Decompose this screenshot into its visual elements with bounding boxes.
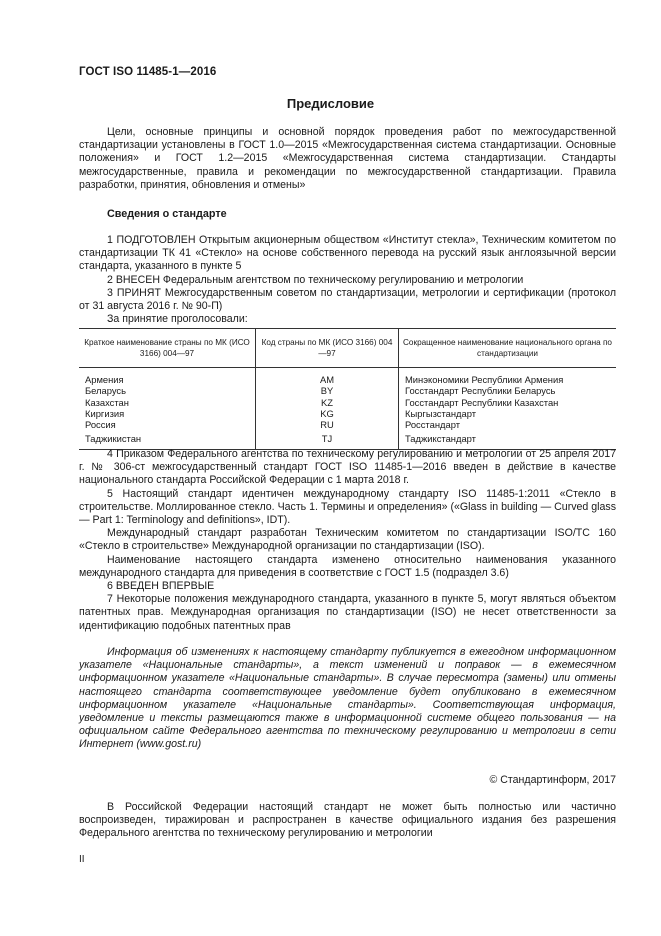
page-title: Предисловие <box>286 96 375 111</box>
table-row <box>79 368 616 387</box>
info-item-7: 7 Некоторые положения международного стандарта, указанного в пункте 5, могут являться объектом патентных прав. Международная организация по стандартизации (ISO) не несет ответственности за идентификацию подобных патентных прав <box>79 593 616 632</box>
code-cell: AM <box>256 368 399 387</box>
title-change-note: Наименование настоящего стандарта изменено относительно наименования указанного международного стандарта для приведения в соответствие с ГОСТ 1.5 (подраздел 3.6) <box>79 553 616 579</box>
table-row <box>79 431 616 449</box>
table-row <box>79 398 616 409</box>
body-cell: Кыргызстандарт <box>405 407 477 419</box>
body-cell: Росстандарт <box>405 419 460 431</box>
info-section <box>79 234 616 326</box>
table-header-row <box>79 329 616 368</box>
table-header-body: Сокращенное наименование национального органа по стандартизации <box>399 329 617 368</box>
members-table <box>79 328 616 450</box>
table-row <box>79 420 616 431</box>
info-item-5: 5 Настоящий стандарт идентичен международному стандарту ISO 11485-1:2011 «Стекло в строительстве. Моллированное стекло. Часть 1. Термины и определения» («Glass in building — Curved glass — Part 1: Terminology and definitions», IDT). <box>79 487 616 527</box>
country-cell: Киргизия <box>79 409 256 420</box>
body-cell: Минэкономики Республики Армения <box>405 374 564 385</box>
info-item-6: 6 ВВЕДЕН ВПЕРВЫЕ <box>107 580 215 593</box>
table-header-country: Краткое наименование страны по МК (ИСО 3166) 004—97 <box>79 329 256 368</box>
info-item-4: 4 Приказом Федерального агентства по техническому регулированию и метрологии от 25 апреля 2017 г. № 306-ст межгосударственный стандарт ГОСТ ISO 11485-1—2016 введен в действие в качестве национального стандарта Российской Федерации с 1 марта 2018 г. <box>79 448 616 487</box>
code-cell: BY <box>256 386 399 397</box>
code-cell: KG <box>256 409 399 420</box>
intro-section <box>79 126 616 192</box>
info-item-1: 1 ПОДГОТОВЛЕН Открытым акционерным обществом «Институт стекла», Техническим комитетом по стандартизации ТК 41 «Стекло» на основе собственного перевода на русский язык англоязычной версии стандарта, указанного в пункте 5 <box>79 234 616 273</box>
reproduction-note-text: В Российской Федерации настоящий стандарт не может быть полностью или частично воспроизведен, тиражирован и распространен в качестве официального издания без разрешения Федерального агентства по техническому регулированию и метрологии <box>79 801 616 840</box>
country-cell: Россия <box>79 420 256 431</box>
changes-notice <box>79 646 616 752</box>
code-cell: RU <box>256 420 399 431</box>
country-cell: Таджикистан <box>79 431 256 449</box>
body-cell: Таджикстандарт <box>399 431 617 449</box>
table-row <box>79 386 616 397</box>
body-cell: Госстандарт Республики Казахстан <box>405 396 559 408</box>
page-number: II <box>79 854 85 865</box>
standard-code: ГОСТ ISO 11485-1—2016 <box>79 66 217 78</box>
info-item-2: 2 ВНЕСЕН Федеральным агентством по техническому регулированию и метрологии <box>107 273 524 286</box>
country-cell: Казахстан <box>79 398 256 409</box>
changes-notice-text: Информация об изменениях к настоящему стандарту публикуется в ежегодном информационном указателе «Национальные стандарты», а текст изменений и поправок — в ежемесячном информационном указателе «Национальные стандарты». В случае пересмотра (замены) или отмены настоящего стандарта соответствующее уведомление будет опубликовано в ежемесячном информационном указателе «Национальные стандарты». Соответствующая информация, уведомление и тексты размещаются также в информационной системе общего пользования — на официальном сайте Федерального агентства по техническому регулированию и метрологии в сети Интернет (www.gost.ru) <box>79 646 616 751</box>
code-cell: TJ <box>256 431 399 449</box>
copyright: © Стандартинформ, 2017 <box>489 774 616 786</box>
info-item-3: 3 ПРИНЯТ Межгосударственным советом по стандартизации, метрологии и сертификации (протокол от 31 августа 2016 г. № 90-П) <box>79 286 616 313</box>
country-cell: Беларусь <box>79 386 256 397</box>
post-table-section <box>79 448 616 633</box>
table-row <box>79 409 616 420</box>
body-cell: Госстандарт Республики Беларусь <box>405 385 556 397</box>
international-developer-note: Международный стандарт разработан Техническим комитетом по стандартизации ISO/TC 160 «Стекло в строительстве» Международной организации по стандартизации (ISO). <box>79 527 616 553</box>
intro-paragraph: Цели, основные принципы и основной порядок проведения работ по межгосударственной стандартизации установлены в ГОСТ 1.0—2015 «Межгосударственная система стандартизации. Основные положения» и ГОСТ 1.2—2015 «Межгосударственная система стандартизации. Стандарты межгосударственные, правила и рекомендации по межгосударственной стандартизации. Правила разработки, принятия, обновления и отмены» <box>79 126 616 191</box>
info-heading: Сведения о стандарте <box>107 208 227 220</box>
vote-label: За принятие проголосовали: <box>107 313 248 326</box>
code-cell: KZ <box>256 398 399 409</box>
table-header-code: Код страны по МК (ИСО 3166) 004—97 <box>256 329 399 368</box>
country-cell: Армения <box>79 368 256 387</box>
reproduction-note <box>79 801 616 841</box>
